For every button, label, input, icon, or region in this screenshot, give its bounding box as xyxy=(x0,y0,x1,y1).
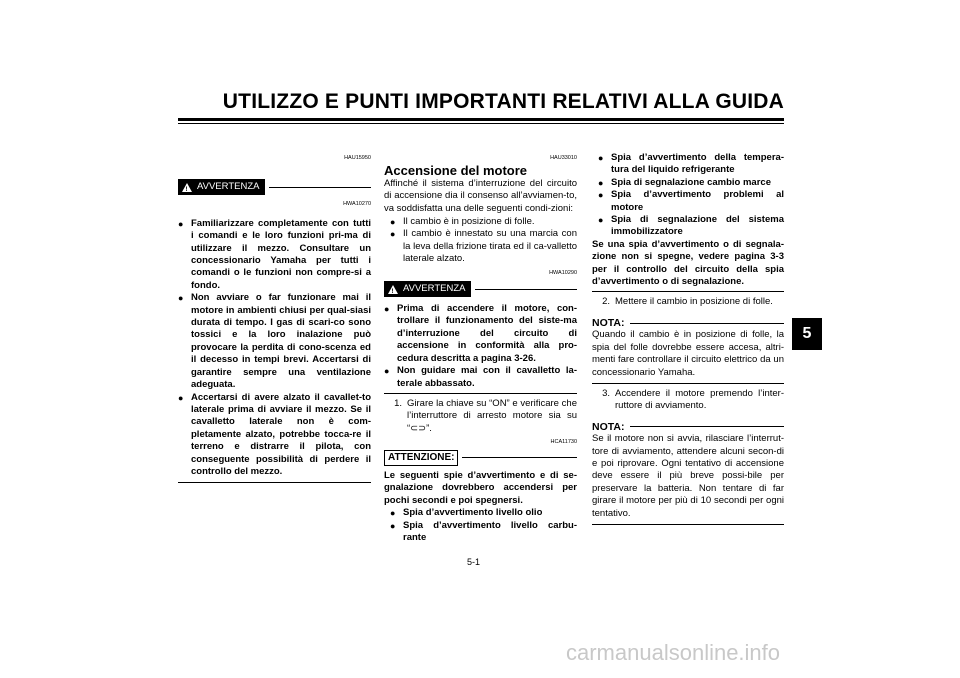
watermark: carmanualsonline.info xyxy=(566,640,781,665)
list-item: ● Spia d’avvertimento problemi al motore xyxy=(598,189,784,214)
warning-badge xyxy=(384,281,471,297)
header-rule xyxy=(178,118,784,121)
page-number: 5-1 xyxy=(467,557,481,567)
indicator-list xyxy=(390,507,577,544)
note-label: NOTA: xyxy=(592,420,625,433)
list-item: ● Spia di segnalazione del sistema immobilizzatore xyxy=(598,214,784,239)
warning-label: AVVERTENZA xyxy=(197,181,260,193)
attention-rule xyxy=(462,457,577,458)
header-rule-thin xyxy=(178,123,784,124)
list-item: ● Non avviare o far funzionare mai il motore in ambienti chiusi per qual-siasi durata di tempo. I gas di scari-co sono tossici e la loro inalazione può provocare la perdita di cono-scenza ed il decesso in tempi brevi. Accertarsi di garantire sempre una ventilazione adeguata. xyxy=(178,292,371,391)
list-item: ● Spia di segnalazione cambio marce xyxy=(598,177,784,189)
list-item: ● Spia d’avvertimento della tempera-tura del liquido refrigerante xyxy=(598,152,784,177)
warning-end-rule xyxy=(384,393,577,394)
warning-triangle-icon: ! xyxy=(388,285,398,294)
intro-paragraph: Affinché il sistema d’interruzione del circuito di accensione dia il consenso all’avviamen-to, va soddisfatta una delle seguenti condi-zioni: xyxy=(384,177,577,214)
note-end-rule xyxy=(592,383,784,384)
warning-header xyxy=(178,179,371,195)
attention-end-rule xyxy=(592,291,784,292)
note-label: NOTA: xyxy=(592,316,625,329)
attention-label: ATTENZIONE: xyxy=(384,450,458,466)
warning-list xyxy=(384,303,577,390)
note-header xyxy=(592,317,784,329)
note-header xyxy=(592,421,784,433)
list-item: ● Spia d’avvertimento livello olio xyxy=(390,507,577,519)
list-item: ● Familiarizzare completamente con tutti i comandi e le loro funzioni pri-ma di utilizzare il mezzo. Consultare un concessionario Yamaha per tutti i comandi o le funzioni non compre-si a fondo. xyxy=(178,218,371,292)
section-title: Accensione del motore xyxy=(384,163,528,179)
reference-code: HAU15950 xyxy=(344,155,371,161)
step-number: 1. xyxy=(394,397,402,409)
list-item: ● Accertarsi di avere alzato il cavallet-to laterale prima di avviare il mezzo. Se il cavalletto laterale non è com-pletamente alzato, potrebbe tocca-re il terreno e distrarre il pilota, con conseguente possibilità di perdere il controllo del mezzo. xyxy=(178,392,371,479)
warning-rule xyxy=(269,187,371,188)
note-rule xyxy=(630,323,784,324)
list-item: ● Spia d’avvertimento livello carbu-rante xyxy=(390,520,577,545)
note-rule xyxy=(630,426,784,427)
warning-rule xyxy=(475,289,577,290)
indicator-list xyxy=(598,152,784,239)
step-text: Accendere il motore premendo l’inter-ruttore di avviamento. xyxy=(615,387,784,412)
step-text: Girare la chiave su “ON” e verificare che l’interruttore di arresto motore sia su “⊂⊃”. xyxy=(407,397,577,434)
step-number: 2. xyxy=(602,296,610,308)
attention-text: Le seguenti spie d’avvertimento e di se-gnalazione dovrebbero accendersi per pochi secondi e poi spegnersi. xyxy=(384,469,577,506)
column-3 xyxy=(592,152,784,525)
note-text: Quando il cambio è in posizione di folle, la spia del folle dovrebbe essere accesa, altri-menti fare controllare il circuito elettrico da un concessionario Yamaha. xyxy=(592,329,784,378)
chapter-tab: 5 xyxy=(792,318,822,350)
reference-code: HAU33010 xyxy=(550,155,577,161)
list-item: ● Non guidare mai con il cavalletto la-terale abbassato. xyxy=(384,365,577,390)
warning-header xyxy=(384,281,577,297)
procedure-step xyxy=(592,388,784,413)
warning-list xyxy=(178,218,371,479)
step-text: Mettere il cambio in posizione di folle. xyxy=(615,296,773,308)
warning-label: AVVERTENZA xyxy=(403,282,466,294)
column-2 xyxy=(384,152,577,544)
note-text: Se il motore non si avvia, rilasciare l’interrut-tore di avviamento, attendere alcuni secon-di e poi riprovare. Ogni tentativo di accensione deve essere il più breve possi-bile per preservare la batteria. Non tentare di far girare il motore per più di 10 secondi per ogni tentativo. xyxy=(592,433,784,519)
procedure-step xyxy=(384,398,577,435)
list-item: ● Il cambio è in posizione di folle. xyxy=(390,216,577,228)
column-1 xyxy=(178,152,371,483)
engine-stop-run-symbol-icon: ⊂⊃ xyxy=(410,422,427,434)
warning-badge xyxy=(178,179,265,195)
attention-header xyxy=(384,450,577,466)
step-number: 3. xyxy=(602,387,610,399)
list-item: ● Il cambio è innestato su una marcia con la leva della frizione tirata ed il ca-valletto laterale alzato. xyxy=(390,228,577,265)
reference-code: HWA10290 xyxy=(549,269,577,276)
warning-triangle-icon: ! xyxy=(182,183,192,192)
note-end-rule xyxy=(592,524,784,525)
page-title: UTILIZZO E PUNTI IMPORTANTI RELATIVI ALLA GUIDA xyxy=(222,90,784,113)
procedure-step xyxy=(592,296,784,308)
reference-code: HCA11730 xyxy=(550,439,577,446)
reference-code: HWA10270 xyxy=(343,201,371,208)
warning-end-rule xyxy=(178,482,371,483)
attention-followup: Se una spia d’avvertimento o di segnala-zione non si spegne, vedere pagina 3-3 per il controllo del circuito della spia d’avvertimento o di segnalazione. xyxy=(592,238,784,288)
list-item: ● Prima di accendere il motore, con-trollare il funzionamento del siste-ma d’interruzione del circuito di accensione in conformità alla pro-cedura descritta a pagina 3-26. xyxy=(384,303,577,365)
condition-list xyxy=(390,216,577,266)
